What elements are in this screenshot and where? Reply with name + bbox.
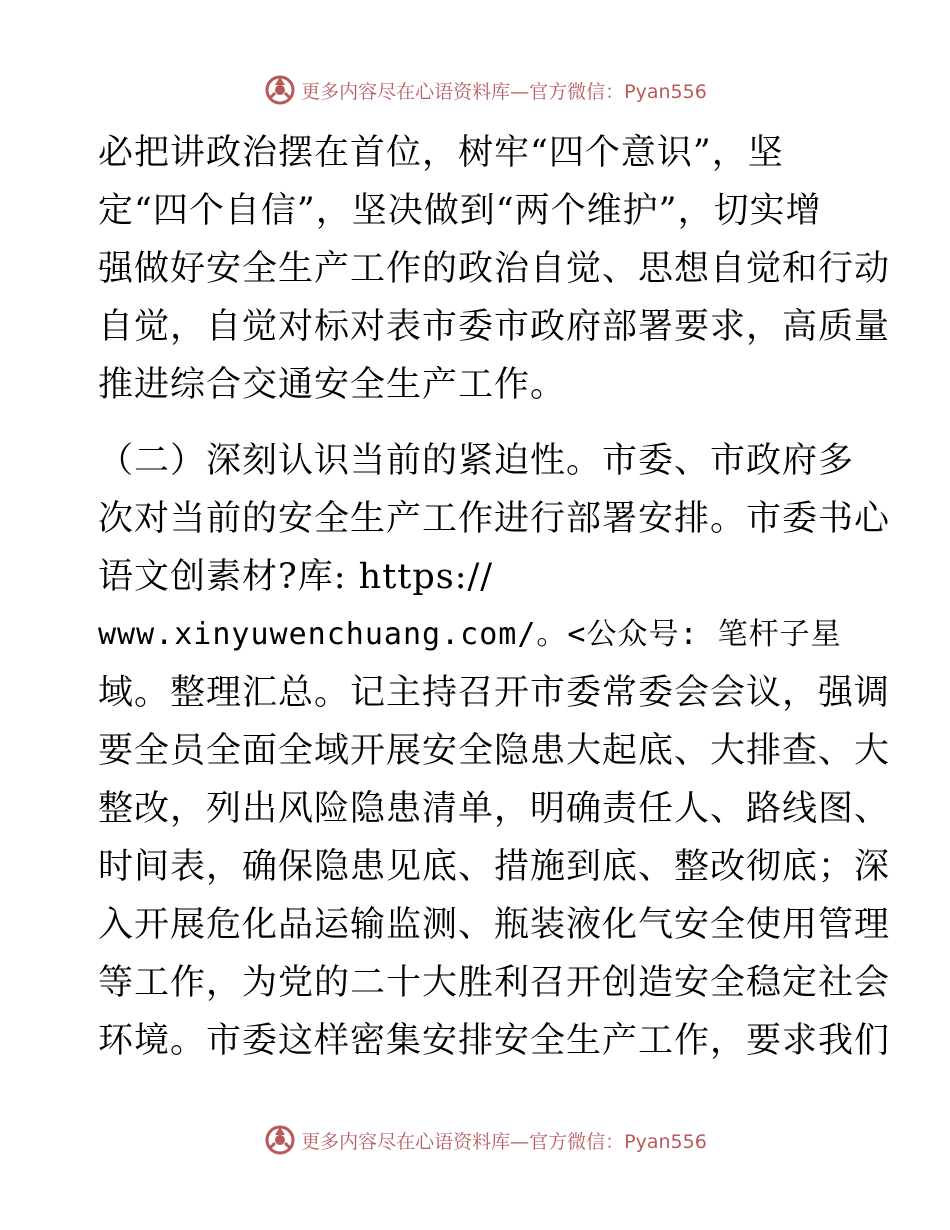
- text-line: 域。整理汇总。记主持召开市委常委会会议，强调: [98, 673, 891, 713]
- text-line: （二）深刻认识当前的紧迫性。市委、市政府多: [98, 441, 855, 481]
- text-line-url: www.xinyuwenchuang.com/。<公众号: 笔杆子星: [98, 617, 842, 652]
- text-line: 要全员全面全域开展安全隐患大起底、大排查、大: [98, 731, 891, 771]
- text-line: 整改，列出风险隐患清单，明确责任人、路线图、: [98, 789, 891, 829]
- xinyu-logo-icon: [263, 1123, 297, 1157]
- banner-main-text: 更多内容尽在心语资料库—: [301, 80, 530, 103]
- text-line: 等工作，为党的二十大胜利召开创造安全稳定社会: [98, 963, 891, 1003]
- text-line: 定“四个自信”，坚决做到“两个维护”，切实增: [98, 191, 822, 231]
- text-line: 推进综合交通安全生产工作。: [98, 365, 567, 405]
- text-line: 环境。市委这样密集安排安全生产工作，要求我们: [98, 1021, 891, 1061]
- paragraph-1: [98, 124, 891, 414]
- text-line: 时间表，确保隐患见底、措施到底、整改彻底；深: [98, 847, 891, 887]
- document-body: [98, 124, 891, 1070]
- xinyu-logo-icon: [263, 73, 297, 107]
- banner-main-text: 更多内容尽在心语资料库—: [301, 1130, 530, 1153]
- text-line: 自觉，自觉对标对表市委市政府部署要求，高质量: [98, 307, 891, 347]
- banner-wechat-text: 官方微信：Pyan556: [529, 1130, 707, 1153]
- paragraph-2: [98, 432, 891, 1070]
- header-watermark-banner: [0, 70, 950, 110]
- text-line: 必把讲政治摆在首位，树牢“四个意识”，坚: [98, 133, 784, 173]
- banner-wechat-text: 官方微信：Pyan556: [529, 80, 707, 103]
- text-line: 入开展危化品运输监测、瓶装液化气安全使用管理: [98, 905, 891, 945]
- text-line: 次对当前的安全生产工作进行部署安排。市委书心: [98, 499, 891, 539]
- footer-watermark-banner: [0, 1120, 950, 1160]
- text-line: 强做好安全生产工作的政治自觉、思想自觉和行动: [98, 249, 891, 289]
- text-line: 语文创素材?库: https://: [98, 557, 494, 597]
